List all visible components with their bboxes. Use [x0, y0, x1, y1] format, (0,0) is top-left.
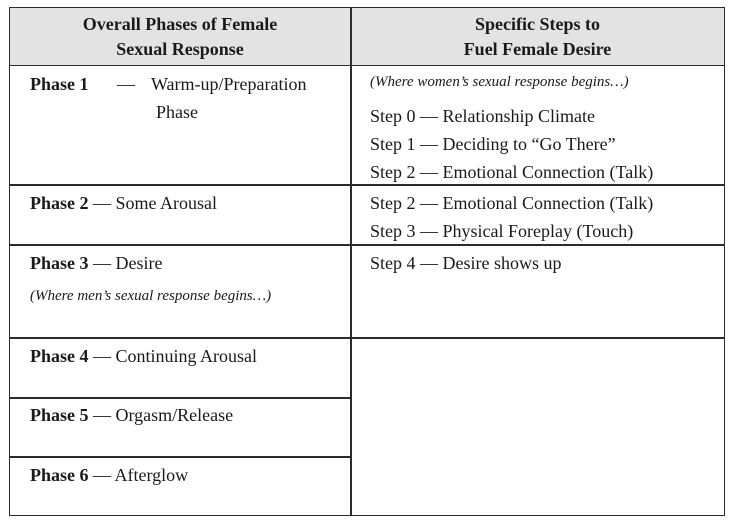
phase-5 — [30, 401, 233, 429]
step-item: Step 3 — Physical Foreplay (Touch) — [370, 221, 634, 241]
phase-6-label: Phase 6 — [30, 465, 89, 485]
phase-1-text: Warm-up/Preparation — [151, 74, 307, 94]
header-steps — [351, 12, 724, 62]
phase-3-text: — Desire — [93, 253, 163, 273]
phase-3-label: Phase 3 — [30, 253, 89, 273]
header-right-line2: Fuel Female Desire — [463, 39, 612, 59]
column-divider — [350, 8, 352, 515]
table-header — [10, 8, 724, 66]
phase-3 — [30, 249, 162, 277]
phase-4 — [30, 342, 257, 370]
phase-3-note: (Where men’s sexual response begins…) — [30, 288, 272, 304]
step-item: Step 0 — Relationship Climate — [370, 106, 595, 126]
phase-1-dash: — — [117, 74, 135, 94]
header-right-line1: Specific Steps to — [475, 14, 600, 34]
header-left-line2: Sexual Response — [116, 39, 244, 59]
phase-2-text: — Some Arousal — [93, 193, 217, 213]
phase-4-text: — Continuing Arousal — [93, 346, 258, 366]
phase-4-label: Phase 4 — [30, 346, 89, 366]
step-item: Step 1 — Deciding to “Go There” — [370, 134, 616, 154]
phase-1-text-cont: Phase — [156, 102, 198, 122]
steps-row1-note: (Where women’s sexual response begins…) — [370, 74, 629, 90]
phase-6-text: — Afterglow — [93, 465, 189, 485]
row-divider — [10, 397, 350, 399]
phase-5-label: Phase 5 — [30, 405, 89, 425]
phase-6 — [30, 461, 188, 489]
phases-table — [9, 7, 725, 516]
row-divider — [10, 337, 724, 339]
phase-2 — [30, 189, 217, 217]
phase-1-label: Phase 1 — [30, 74, 89, 94]
phase-2-label: Phase 2 — [30, 193, 89, 213]
phase-5-text: — Orgasm/Release — [93, 405, 234, 425]
row-divider — [10, 456, 350, 458]
step-item: Step 2 — Emotional Connection (Talk) — [370, 193, 654, 213]
step-item: Step 4 — Desire shows up — [370, 253, 562, 273]
header-left-line1: Overall Phases of Female — [82, 14, 278, 34]
header-phases — [10, 12, 350, 62]
step-item: Step 2 — Emotional Connection (Talk) — [370, 162, 654, 182]
